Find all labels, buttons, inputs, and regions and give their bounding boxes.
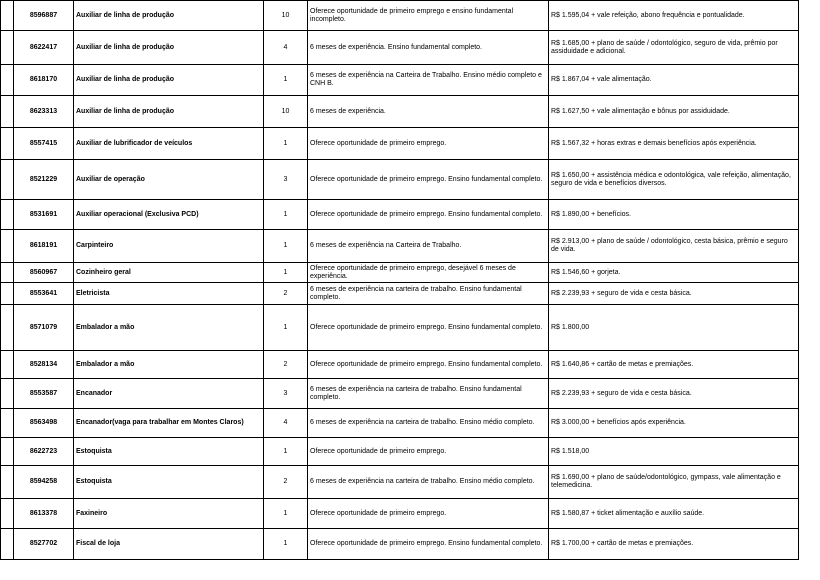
requirements-text: Oferece oportunidade de primeiro emprego. — [308, 438, 549, 466]
salary-benefits-text: R$ 1.518,00 — [549, 438, 799, 466]
vacancy-code: 8618170 — [14, 65, 74, 96]
salary-benefits-text: R$ 1.700,00 + cartão de metas e premiações. — [549, 529, 799, 560]
vacancy-count: 1 — [264, 499, 308, 529]
vacancy-code: 8613378 — [14, 499, 74, 529]
job-title: Auxiliar de linha de produção — [74, 1, 264, 31]
salary-benefits-text: R$ 1.567,32 + horas extras e demais benefícios após experiência. — [549, 128, 799, 160]
table-row — [1, 438, 799, 466]
vacancy-code: 8527702 — [14, 529, 74, 560]
job-title: Estoquista — [74, 438, 264, 466]
job-title: Auxiliar operacional (Exclusiva PCD) — [74, 200, 264, 230]
row-margin-cell — [1, 160, 14, 200]
salary-benefits-text: R$ 2.239,93 + seguro de vida e cesta básica. — [549, 379, 799, 409]
salary-benefits-text: R$ 1.580,87 + ticket alimentação e auxílio saúde. — [549, 499, 799, 529]
vacancy-code: 8618191 — [14, 230, 74, 263]
vacancy-count: 1 — [264, 128, 308, 160]
vacancy-code: 8553587 — [14, 379, 74, 409]
vacancy-count: 3 — [264, 379, 308, 409]
row-margin-cell — [1, 305, 14, 351]
job-title: Auxiliar de linha de produção — [74, 96, 264, 128]
requirements-text: 6 meses de experiência. Ensino fundamental completo. — [308, 31, 549, 65]
row-margin-cell — [1, 466, 14, 499]
salary-benefits-text: R$ 1.650,00 + assistência médica e odontológica, vale refeição, alimentação, seguro de vida e benefícios diversos. — [549, 160, 799, 200]
vacancy-code: 8528134 — [14, 351, 74, 379]
vacancy-code: 8553641 — [14, 283, 74, 305]
vacancy-count: 10 — [264, 96, 308, 128]
requirements-text: 6 meses de experiência na carteira de trabalho. Ensino fundamental completo. — [308, 379, 549, 409]
vacancy-code: 8560967 — [14, 263, 74, 283]
requirements-text: Oferece oportunidade de primeiro emprego e ensino fundamental incompleto. — [308, 1, 549, 31]
row-margin-cell — [1, 65, 14, 96]
vacancy-count: 2 — [264, 466, 308, 499]
job-title: Auxiliar de lubrificador de veículos — [74, 128, 264, 160]
requirements-text: 6 meses de experiência na carteira de trabalho. Ensino médio completo. — [308, 466, 549, 499]
vacancy-code: 8531691 — [14, 200, 74, 230]
salary-benefits-text: R$ 1.867,04 + vale alimentação. — [549, 65, 799, 96]
salary-benefits-text: R$ 1.640,86 + cartão de metas e premiações. — [549, 351, 799, 379]
job-title: Encanador(vaga para trabalhar em Montes Claros) — [74, 409, 264, 438]
vacancy-code: 8563498 — [14, 409, 74, 438]
table-row — [1, 200, 799, 230]
requirements-text: Oferece oportunidade de primeiro emprego. — [308, 499, 549, 529]
requirements-text: 6 meses de experiência. — [308, 96, 549, 128]
vacancy-code: 8623313 — [14, 96, 74, 128]
salary-benefits-text: R$ 1.627,50 + vale alimentação e bônus por assiduidade. — [549, 96, 799, 128]
vacancy-count: 4 — [264, 409, 308, 438]
job-title: Encanador — [74, 379, 264, 409]
table-row — [1, 466, 799, 499]
job-title: Auxiliar de linha de produção — [74, 65, 264, 96]
requirements-text: Oferece oportunidade de primeiro emprego. — [308, 128, 549, 160]
vacancy-count: 1 — [264, 230, 308, 263]
row-margin-cell — [1, 438, 14, 466]
row-margin-cell — [1, 1, 14, 31]
vacancy-count: 1 — [264, 200, 308, 230]
vacancy-code: 8596887 — [14, 1, 74, 31]
row-margin-cell — [1, 409, 14, 438]
table-row — [1, 529, 799, 560]
vacancy-count: 2 — [264, 351, 308, 379]
salary-benefits-text: R$ 1.546,60 + gorjeta. — [549, 263, 799, 283]
vacancy-count: 10 — [264, 1, 308, 31]
vacancy-count: 1 — [264, 438, 308, 466]
salary-benefits-text: R$ 2.913,00 + plano de saúde / odontológico, cesta básica, prêmio e seguro de vida. — [549, 230, 799, 263]
job-title: Carpinteiro — [74, 230, 264, 263]
requirements-text: 6 meses de experiência na carteira de trabalho. Ensino fundamental completo. — [308, 283, 549, 305]
salary-benefits-text: R$ 1.890,00 + benefícios. — [549, 200, 799, 230]
job-title: Fiscal de loja — [74, 529, 264, 560]
row-margin-cell — [1, 31, 14, 65]
job-title: Embalador a mão — [74, 351, 264, 379]
table-body — [1, 1, 799, 560]
requirements-text: Oferece oportunidade de primeiro emprego. Ensino fundamental completo. — [308, 200, 549, 230]
vacancy-count: 1 — [264, 65, 308, 96]
requirements-text: Oferece oportunidade de primeiro emprego. Ensino fundamental completo. — [308, 305, 549, 351]
vacancy-count: 4 — [264, 31, 308, 65]
salary-benefits-text: R$ 1.595,04 + vale refeição, abono frequência e pontualidade. — [549, 1, 799, 31]
row-margin-cell — [1, 230, 14, 263]
requirements-text: 6 meses de experiência na Carteira de Trabalho. Ensino médio completo e CNH B. — [308, 65, 549, 96]
job-title: Cozinheiro geral — [74, 263, 264, 283]
table-row — [1, 379, 799, 409]
row-margin-cell — [1, 200, 14, 230]
requirements-text: Oferece oportunidade de primeiro emprego. Ensino fundamental completo. — [308, 351, 549, 379]
vacancy-code: 8622723 — [14, 438, 74, 466]
table-row — [1, 96, 799, 128]
vacancy-count: 1 — [264, 305, 308, 351]
vacancy-code: 8521229 — [14, 160, 74, 200]
table-row — [1, 31, 799, 65]
job-title: Eletricista — [74, 283, 264, 305]
row-margin-cell — [1, 351, 14, 379]
vacancy-count: 3 — [264, 160, 308, 200]
row-margin-cell — [1, 96, 14, 128]
job-title: Auxiliar de linha de produção — [74, 31, 264, 65]
vacancy-count: 1 — [264, 529, 308, 560]
requirements-text: Oferece oportunidade de primeiro emprego. Ensino fundamental completo. — [308, 160, 549, 200]
requirements-text: 6 meses de experiência na Carteira de Trabalho. — [308, 230, 549, 263]
salary-benefits-text: R$ 3.000,00 + benefícios após experiência. — [549, 409, 799, 438]
table-row — [1, 65, 799, 96]
row-margin-cell — [1, 128, 14, 160]
table-row — [1, 305, 799, 351]
table-row — [1, 283, 799, 305]
vacancy-code: 8557415 — [14, 128, 74, 160]
vacancy-code: 8571079 — [14, 305, 74, 351]
job-title: Embalador a mão — [74, 305, 264, 351]
job-title: Estoquista — [74, 466, 264, 499]
vacancy-count: 2 — [264, 283, 308, 305]
salary-benefits-text: R$ 2.239,93 + seguro de vida e cesta básica. — [549, 283, 799, 305]
requirements-text: 6 meses de experiência na carteira de trabalho. Ensino médio completo. — [308, 409, 549, 438]
row-margin-cell — [1, 499, 14, 529]
job-title: Auxiliar de operação — [74, 160, 264, 200]
vacancy-count: 1 — [264, 263, 308, 283]
requirements-text: Oferece oportunidade de primeiro emprego, desejável 6 meses de experiência. — [308, 263, 549, 283]
vacancy-code: 8594258 — [14, 466, 74, 499]
table-row — [1, 409, 799, 438]
job-title: Faxineiro — [74, 499, 264, 529]
salary-benefits-text: R$ 1.690,00 + plano de saúde/odontológico, gympass, vale alimentação e telemedicina. — [549, 466, 799, 499]
row-margin-cell — [1, 379, 14, 409]
table-row — [1, 1, 799, 31]
row-margin-cell — [1, 529, 14, 560]
row-margin-cell — [1, 263, 14, 283]
table-row — [1, 499, 799, 529]
table-row — [1, 160, 799, 200]
vacancy-code: 8622417 — [14, 31, 74, 65]
table-row — [1, 128, 799, 160]
salary-benefits-text: R$ 1.685,00 + plano de saúde / odontológico, seguro de vida, prêmio por assiduidade e adicional. — [549, 31, 799, 65]
table-row — [1, 263, 799, 283]
requirements-text: Oferece oportunidade de primeiro emprego. Ensino fundamental completo. — [308, 529, 549, 560]
table-row — [1, 351, 799, 379]
table-row — [1, 230, 799, 263]
row-margin-cell — [1, 283, 14, 305]
salary-benefits-text: R$ 1.800,00 — [549, 305, 799, 351]
